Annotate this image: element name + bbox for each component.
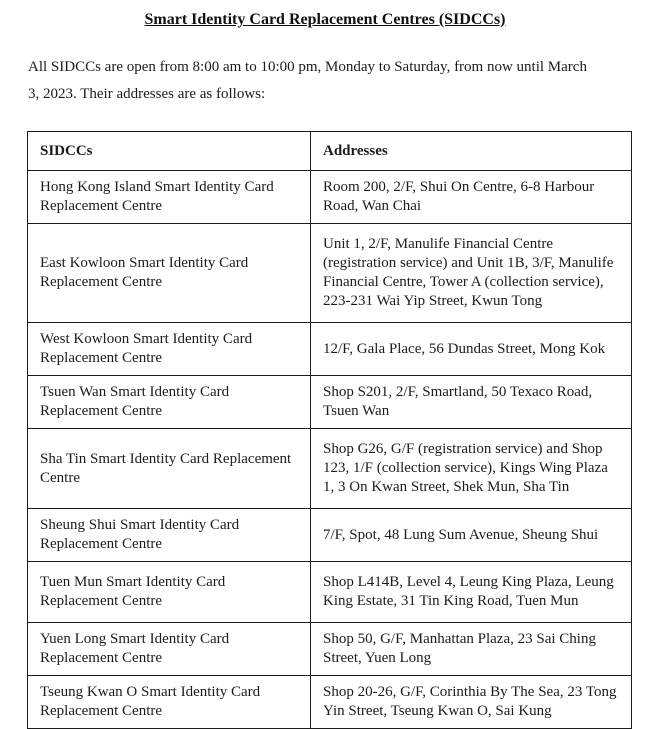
centre-name: West Kowloon Smart Identity Card Replacement Centre [28, 323, 311, 376]
page-title: Smart Identity Card Replacement Centres (SIDCCs) [144, 11, 506, 28]
centre-address: 12/F, Gala Place, 56 Dundas Street, Mong Kok [311, 323, 632, 376]
intro-paragraph: All SIDCCs are open from 8:00 am to 10:00 pm, Monday to Saturday, from now until March 3, 2023. Their addresses are as follows: [28, 59, 587, 102]
table-row [28, 171, 632, 224]
centre-address: Room 200, 2/F, Shui On Centre, 6-8 Harbour Road, Wan Chai [311, 171, 632, 224]
centre-name: Hong Kong Island Smart Identity Card Replacement Centre [28, 171, 311, 224]
centre-address: Unit 1, 2/F, Manulife Financial Centre (registration service) and Unit 1B, 3/F, Manulife Financial Centre, Tower A (collection service), 223-231 Wai Yip Street, Kwun Tong [311, 224, 632, 323]
table-row [28, 224, 632, 323]
centre-address: Shop 20-26, G/F, Corinthia By The Sea, 23 Tong Yin Street, Tseung Kwan O, Sai Kung [311, 676, 632, 729]
centre-name: Sheung Shui Smart Identity Card Replacement Centre [28, 509, 311, 562]
centre-name: East Kowloon Smart Identity Card Replacement Centre [28, 224, 311, 323]
table-row [28, 509, 632, 562]
table-row [28, 562, 632, 623]
centre-name: Tsuen Wan Smart Identity Card Replacement Centre [28, 376, 311, 429]
table-row [28, 429, 632, 509]
centre-name: Yuen Long Smart Identity Card Replacement Centre [28, 623, 311, 676]
centre-address: Shop G26, G/F (registration service) and Shop 123, 1/F (collection service), Kings Wing Plaza 1, 3 On Kwan Street, Shek Mun, Sha Tin [311, 429, 632, 509]
sidcc-table [27, 131, 632, 729]
centre-address: Shop 50, G/F, Manhattan Plaza, 23 Sai Ching Street, Yuen Long [311, 623, 632, 676]
table-row [28, 676, 632, 729]
table-header-row [28, 132, 632, 171]
centre-address: Shop L414B, Level 4, Leung King Plaza, Leung King Estate, 31 Tin King Road, Tuen Mun [311, 562, 632, 623]
table-row [28, 376, 632, 429]
table-row [28, 323, 632, 376]
centre-address: 7/F, Spot, 48 Lung Sum Avenue, Sheung Shui [311, 509, 632, 562]
table-row [28, 623, 632, 676]
column-header-addresses: Addresses [311, 132, 632, 171]
centre-name: Tuen Mun Smart Identity Card Replacement Centre [28, 562, 311, 623]
centre-name: Sha Tin Smart Identity Card Replacement Centre [28, 429, 311, 509]
column-header-sidccs: SIDCCs [28, 132, 311, 171]
centre-address: Shop S201, 2/F, Smartland, 50 Texaco Road, Tsuen Wan [311, 376, 632, 429]
centre-name: Tseung Kwan O Smart Identity Card Replacement Centre [28, 676, 311, 729]
